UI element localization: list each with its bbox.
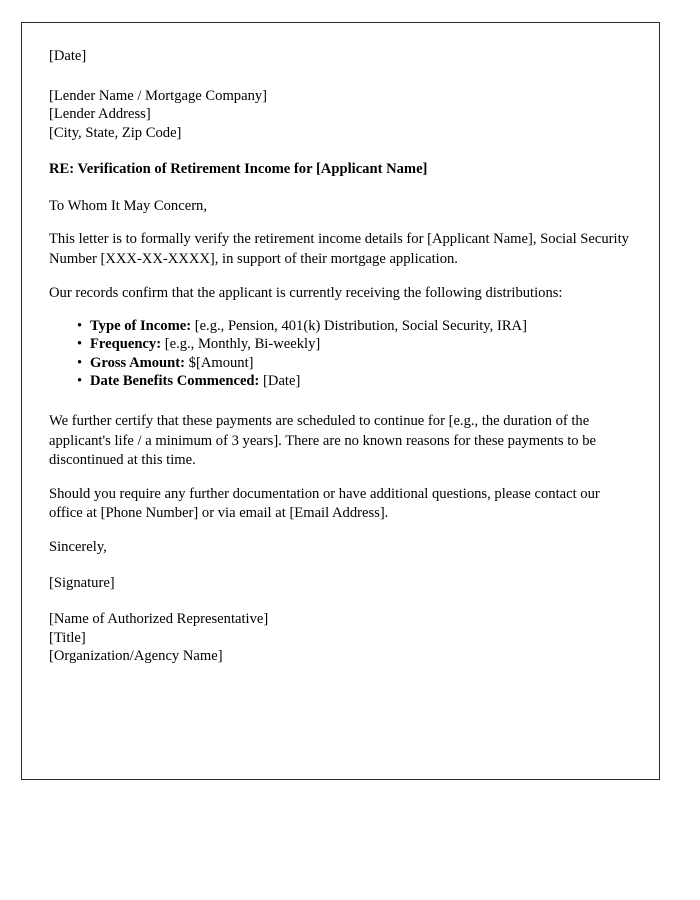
bullet-icon: • (77, 336, 83, 353)
spacer-after-signature (49, 592, 629, 610)
date-line: [Date] (49, 48, 87, 64)
continuation-paragraph: We further certify that these payments are scheduled to continue for [e.g., the duration of the applicant's life / a minimum of 3 years]. There are no known reasons for these payments to be discontinued at this time. (49, 413, 597, 469)
recipient-address-block (49, 87, 629, 142)
lender-address-line: [Lender Address] (49, 106, 151, 123)
spacer-after-signoff (49, 556, 629, 574)
list-item-label: Gross Amount: (90, 354, 186, 371)
distributions-list (49, 317, 629, 390)
list-item-value: [e.g., Monthly, Bi-weekly] (161, 336, 321, 353)
list-item (77, 372, 629, 390)
city-state-zip-line: [City, State, Zip Code] (49, 124, 182, 141)
representative-name: [Name of Authorized Representative] (49, 611, 269, 628)
spacer-after-subject (49, 179, 629, 197)
lender-name-line: [Lender Name / Mortgage Company] (49, 88, 268, 105)
spacer-after-list (49, 390, 629, 412)
salutation: To Whom It May Concern, (49, 197, 207, 214)
list-item-value: $[Amount] (185, 354, 254, 371)
list-item-label: Date Benefits Commenced: (90, 372, 260, 389)
closing-block (49, 538, 629, 665)
list-item-label: Type of Income: (90, 318, 192, 335)
letter-content (22, 23, 659, 665)
list-item (77, 317, 629, 335)
lead-in-paragraph: Our records confirm that the applicant is currently receiving the following distributions: (49, 284, 563, 301)
sign-off: Sincerely, (49, 538, 107, 555)
intro-paragraph: This letter is to formally verify the retirement income details for [Applicant Name], Social Security Number [XXX-XX-XXXX], in support of their mortgage application. (49, 231, 629, 267)
bullet-icon: • (77, 354, 83, 371)
spacer-after-address (49, 142, 629, 160)
bullet-icon: • (77, 372, 83, 389)
spacer-after-continuation (49, 471, 629, 485)
bullet-icon: • (77, 318, 83, 335)
spacer-before-closing (49, 524, 629, 538)
list-item (77, 335, 629, 353)
list-item-value: [e.g., Pension, 401(k) Distribution, Social Security, IRA] (191, 318, 527, 335)
signature-placeholder: [Signature] (49, 575, 115, 592)
spacer-before-list (49, 303, 629, 317)
spacer-after-intro (49, 270, 629, 284)
list-item (77, 354, 629, 372)
list-item-label: Frequency: (90, 336, 162, 353)
contact-paragraph: Should you require any further documentation or have additional questions, please contact our office at [Phone Number] or via email at [Email Address]. (49, 485, 600, 522)
list-item-value: [Date] (259, 372, 301, 389)
spacer-after-salutation (49, 216, 629, 230)
organization-name: [Organization/Agency Name] (49, 647, 223, 664)
subject-line: RE: Verification of Retirement Income for [Applicant Name] (49, 160, 428, 177)
representative-title: [Title] (49, 629, 86, 646)
spacer-after-date (49, 65, 629, 87)
letter-page (21, 22, 660, 780)
